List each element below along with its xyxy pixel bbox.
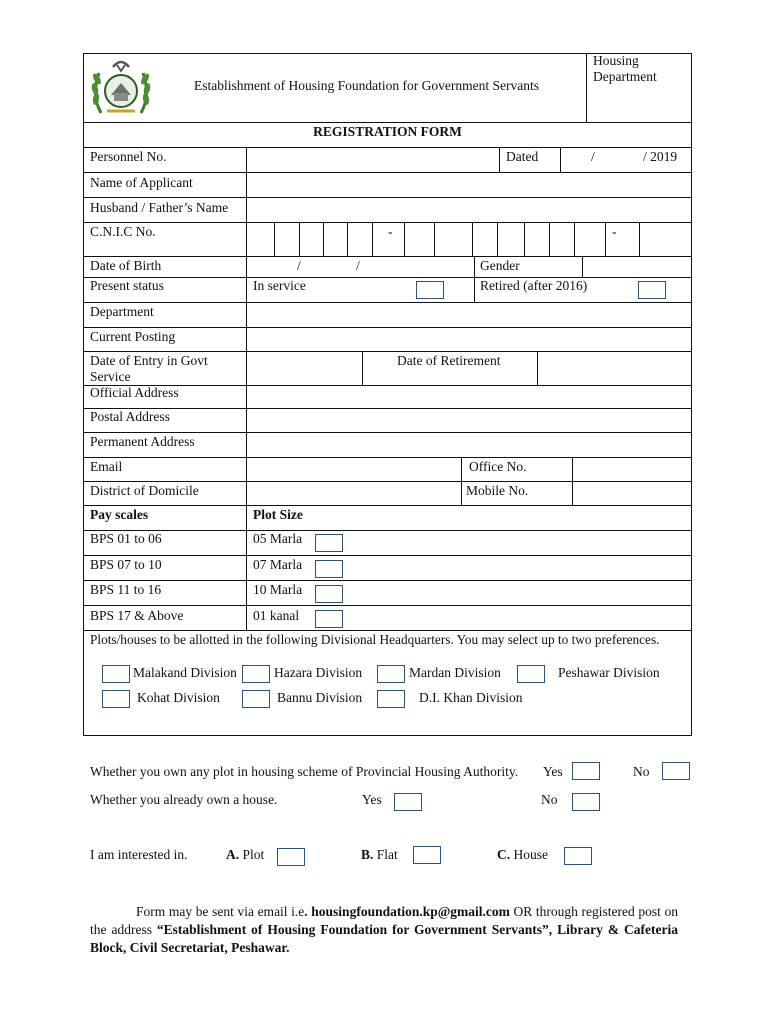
house-ownership-question: Whether you already own a house. [90,792,278,807]
house-ownership-yes-checkbox[interactable] [394,793,422,811]
division-label: D.I. Khan Division [419,690,523,705]
footer-text-2: OR through registered post on the address [90,904,678,937]
division-checkbox[interactable] [242,690,270,708]
division-checkbox[interactable] [242,665,270,683]
cnic-dash-2: - [612,224,617,239]
email-field[interactable] [247,458,460,480]
current-posting-field[interactable] [247,328,691,350]
division-checkbox[interactable] [377,665,405,683]
permanent-address-field[interactable] [247,433,691,456]
option-a-letter: A. [226,847,240,862]
division-checkbox[interactable] [102,665,130,683]
retired-label: Retired (after 2016) [480,278,588,293]
division-label: Malakand Division [133,665,237,680]
pay-scales-header: Pay scales [90,507,149,522]
division-label: Hazara Division [274,665,363,680]
plot-ownership-yes-checkbox[interactable] [572,762,600,780]
header-department: Housing Department [593,53,657,84]
present-status-label: Present status [90,278,164,293]
applicant-name-label: Name of Applicant [90,175,193,190]
department-label: Department [90,304,154,319]
division-label: Mardan Division [409,665,501,680]
retired-checkbox[interactable] [638,281,666,299]
personnel-no-field[interactable] [247,148,498,171]
no-label: No [633,764,650,779]
pay-scale-label: BPS 11 to 16 [90,582,162,597]
domicile-label: District of Domicile [90,483,199,498]
pay-scale-label: BPS 01 to 06 [90,531,162,546]
email-label: Email [90,459,123,474]
house-ownership-no-checkbox[interactable] [572,793,600,811]
contact-email[interactable]: . housingfoundation.kp@gmail.com [304,904,510,919]
retirement-date-label: Date of Retirement [397,353,501,368]
domicile-field[interactable] [247,482,460,504]
header-title: Establishment of Housing Foundation for Government Servants [194,78,539,93]
flat-interest-checkbox[interactable] [413,846,441,864]
plot-size-checkbox[interactable] [315,610,343,628]
plot-size-checkbox[interactable] [315,585,343,603]
option-c-text: House [513,847,548,862]
house-interest-checkbox[interactable] [564,847,592,865]
submission-instructions [90,903,678,957]
option-b-label [361,847,398,862]
in-service-checkbox[interactable] [416,281,444,299]
date-year: / 2019 [643,149,678,164]
division-label: Bannu Division [277,690,363,705]
father-name-field[interactable] [247,198,691,221]
division-checkbox[interactable] [517,665,545,683]
in-service-label: In service [253,278,306,293]
pay-scale-label: BPS 17 & Above [90,608,184,623]
entry-govt-field[interactable] [247,352,361,384]
postal-address-text: “Establishment of Housing Foundation for Government Servants”, Library & Cafeteria Block, Civil Secretariat, Peshawar. [90,922,678,955]
current-posting-label: Current Posting [90,329,176,344]
official-address-label: Official Address [90,385,179,400]
gender-label: Gender [480,258,520,273]
date-slash: / [591,149,595,164]
division-instruction: Plots/houses to be allotted in the following Divisional Headquarters. You may select up to two preferences. [90,632,660,647]
applicant-name-field[interactable] [247,173,691,196]
plot-ownership-no-checkbox[interactable] [662,762,690,780]
entry-govt-label: Date of Entry in Govt Service [90,353,208,384]
government-logo [87,55,155,121]
footer-text-1: Form may be sent via email i.e [136,904,305,919]
cnic-label: C.N.I.C No. [90,224,156,239]
option-c-letter: C. [497,847,511,862]
option-b-text: Flat [376,847,398,862]
official-address-field[interactable] [247,386,691,407]
plot-size-label: 10 Marla [253,582,303,597]
plot-size-checkbox[interactable] [315,560,343,578]
plot-size-label: 07 Marla [253,557,303,572]
plot-size-header: Plot Size [253,507,303,522]
yes-label: Yes [362,792,382,807]
mobile-no-field[interactable] [573,482,691,504]
plot-size-label: 01 kanal [253,608,300,623]
form-title: REGISTRATION FORM [313,124,462,139]
no-label: No [541,792,558,807]
postal-address-field[interactable] [247,409,691,431]
plot-size-checkbox[interactable] [315,534,343,552]
division-checkbox[interactable] [377,690,405,708]
option-a-label [226,847,264,862]
cnic-dash-1: - [388,224,393,239]
plot-ownership-question: Whether you own any plot in housing scheme of Provincial Housing Authority. [90,764,519,779]
dob-slash-2: / [356,258,360,273]
dated-label: Dated [506,149,539,164]
option-a-text: Plot [242,847,265,862]
dated-field[interactable] [561,148,691,171]
dob-label: Date of Birth [90,258,162,273]
interest-label: I am interested in. [90,847,188,862]
option-c-label [497,847,548,862]
mobile-no-label: Mobile No. [466,483,529,498]
postal-address-label: Postal Address [90,409,170,424]
yes-label: Yes [543,764,563,779]
plot-interest-checkbox[interactable] [277,848,305,866]
department-field[interactable] [247,303,691,326]
office-no-label: Office No. [469,459,527,474]
plot-size-label: 05 Marla [253,531,303,546]
division-checkbox[interactable] [102,690,130,708]
permanent-address-label: Permanent Address [90,434,195,449]
division-label: Peshawar Division [558,665,660,680]
personnel-no-label: Personnel No. [90,149,167,164]
cnic-field[interactable] [247,223,691,255]
gender-field[interactable] [583,257,691,276]
pay-scale-label: BPS 07 to 10 [90,557,162,572]
division-label: Kohat Division [137,690,220,705]
dob-slash-1: / [297,258,301,273]
retirement-date-field[interactable] [538,352,691,384]
dob-field[interactable] [247,257,473,276]
office-no-field[interactable] [573,458,691,480]
option-b-letter: B. [361,847,374,862]
father-name-label: Husband / Father’s Name [90,200,229,215]
